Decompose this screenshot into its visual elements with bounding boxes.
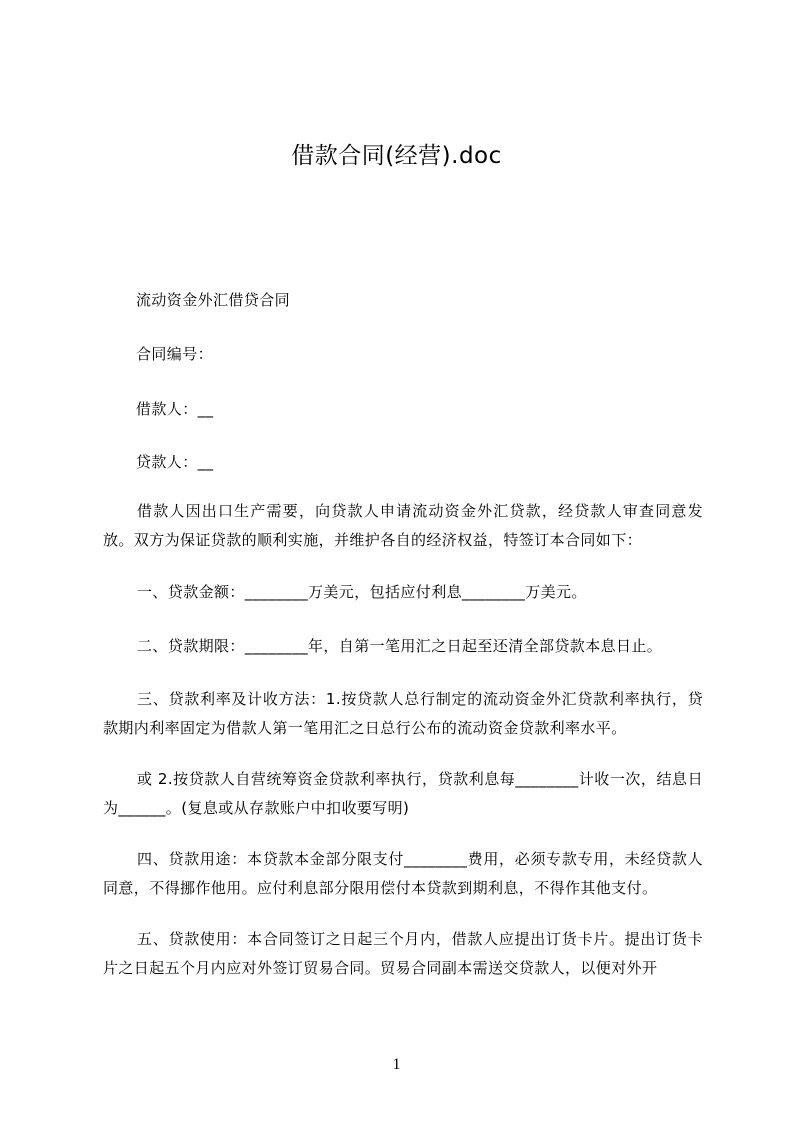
document-title: 借款合同(经营).doc	[291, 143, 502, 169]
clause-loan-usage: 五、贷款使用：本合同签订之日起三个月内，借款人应提出订货卡片。提出订货卡片之日起五个月内应对外签订贸易合同。贸易合同副本需送交贷款人，以便对外开	[103, 930, 703, 977]
clause-loan-amount: 一、贷款金额：________万美元，包括应付利息________万美元。	[137, 583, 587, 601]
contract-number-line: 合同编号：	[136, 345, 214, 363]
lender-line: 贷款人：__	[136, 453, 214, 471]
borrower-line: 借款人：__	[136, 400, 214, 418]
intro-paragraph: 借款人因出口生产需要，向贷款人申请流动资金外汇贷款，经贷款人审查同意发放。双方为保证贷款的顺利实施，并维护各自的经济权益，特签订本合同如下：	[103, 502, 703, 549]
clause-loan-purpose: 四、贷款用途：本贷款本金部分限支付________费用，必须专款专用，未经贷款人同意，不得挪作他用。应付利息部分限用偿付本贷款到期利息，不得作其他支付。	[103, 850, 703, 897]
page-number: 1	[392, 1056, 401, 1073]
clause-interest-rate-alt: 或 2.按贷款人自营统筹资金贷款利率执行，贷款利息每________计收一次，结息日为______。(复息或从存款账户中扣收要写明)	[103, 770, 703, 817]
clause-interest-rate: 三、贷款利率及计收方法：1.按贷款人总行制定的流动资金外汇贷款利率执行，贷款期内利率固定为借款人第一笔用汇之日总行公布的流动资金贷款利率水平。	[103, 690, 703, 737]
contract-heading: 流动资金外汇借贷合同	[136, 291, 291, 309]
clause-loan-term: 二、贷款期限：________年，自第一笔用汇之日起至还清全部贷款本息日止。	[137, 637, 663, 655]
